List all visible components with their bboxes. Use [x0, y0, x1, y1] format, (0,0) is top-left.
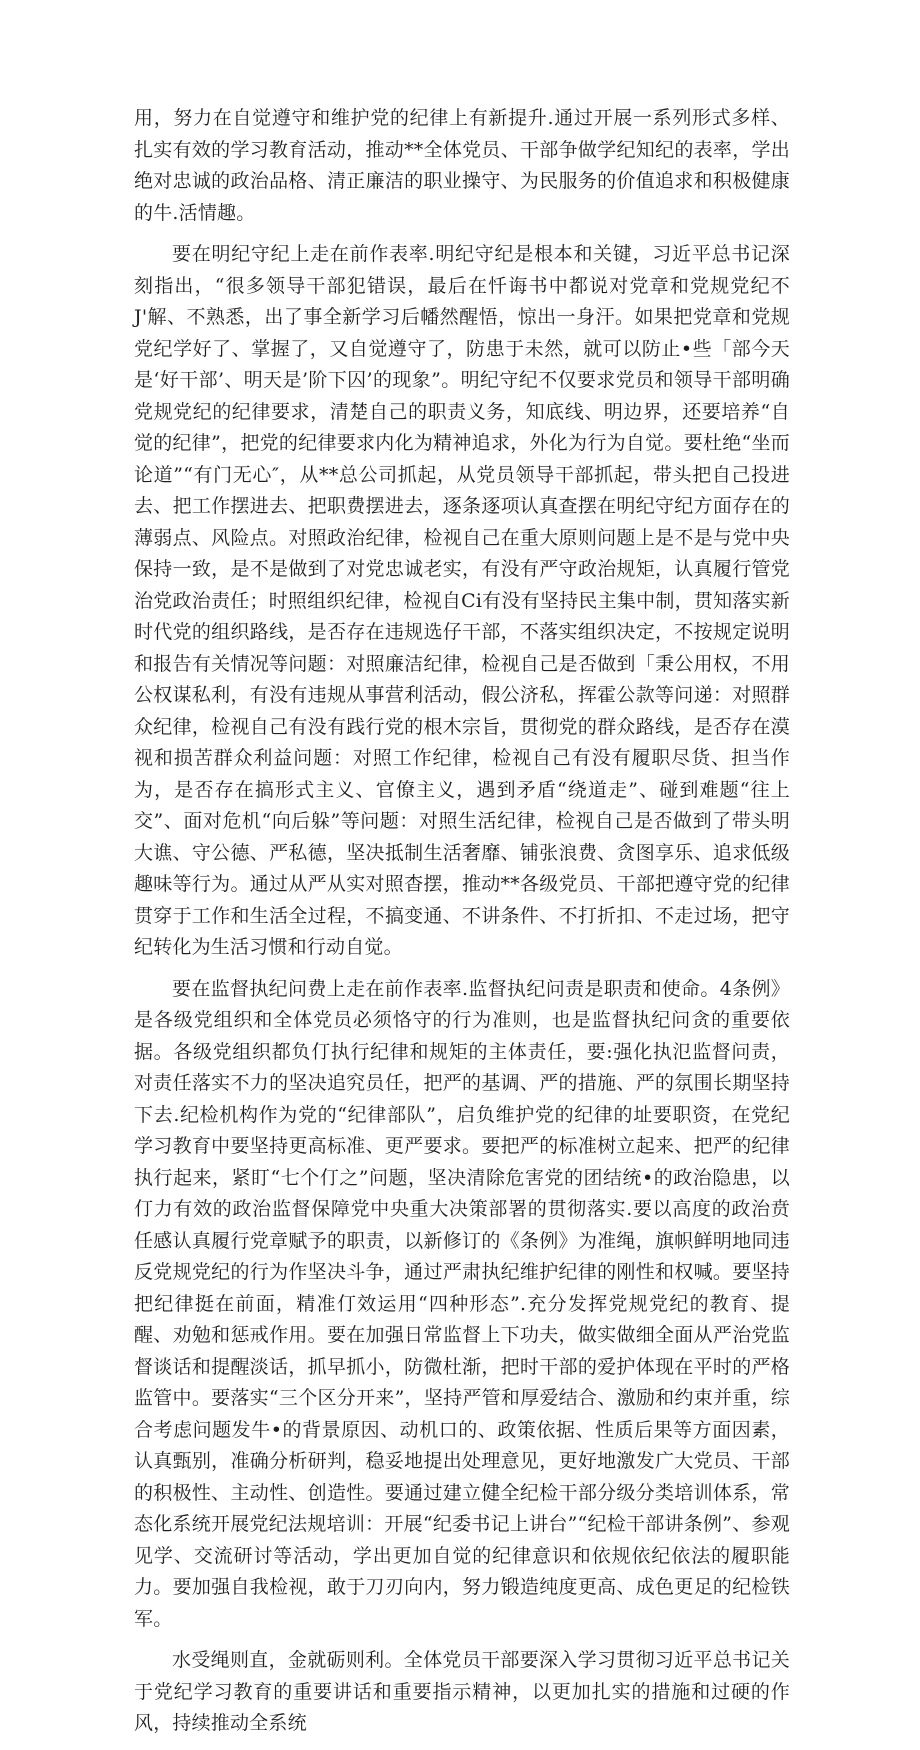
paragraph-2: 要在明纪守纪上走在前作表率.明纪守纪是根本和关键，习近平总书记深刻指出，“很多领导干部犯错误，最后在忏诲书中都说对党章和党规党纪不J'解、不熟悉，出了事全新学习后幡然醒悟，惊出一身汗。如果把党章和党规党纪学好了、掌握了，又自觉遵守了，防患于未然，就可以防止•些「部今天是‘好干部’、明天是’阶下囚’的现象”。明纪守纪不仅要求党员和领导干部明确党规党纪的纪律要求，清楚自己的职责义务，知底线、明边界，还要培养“自觉的纪律”，把党的纪律要求内化为精神追求，外化为行为自觉。要杜绝“坐而论道”“有门无心″，从**总公司抓起，从党员领导干部抓起，带头把自己投进去、把工作摆进去、把职费摆进去，逐条逐项认真查摆在明纪守纪方面存在的薄弱点、风险点。对照政治纪律，检视自己在重大原则问题上是不是与党中央保持一致，是不是做到了对党忠诚老实，有没有严守政治规矩，认真履行管党治党政治责任；时照组织纪律，检视自Ci有没有坚持民主集中制，贯知落实新时代党的组织路线，是否存在违规选仔干部，不落实组织决定，不按规定说明和报告有关情况等问题：对照廉洁纪律，检视自己是否做到「秉公用权，不用公权谋私利，有没有违规从事营利活动，假公济私，挥霍公款等问递：对照群众纪律，检视自己有没有践行党的根木宗旨，贯彻党的群众路线，是否存在漠视和损苦群众利益问题：对照工作纪律，检视自己有没有履职尽货、担当作为，是否存在搞形式主义、官僚主义，遇到矛盾“绕道走”、碰到难题“往上交”、面对危机“向后躲”等问题：对照生活纪律，检视自己是否做到了带头明大谯、守公德、严私德，坚决抵制生活奢靡、铺张浪费、贪图享乐、追求低级趣味等行为。通过从严从实对照杳摆，推动**各级党员、干部把遵守党的纪律贯穿于工作和生活全过程，不搞变通、不讲条件、不打折扣、不走过场，把守纪转化为生活习惯和行动自觉。 [134, 243, 790, 958]
document-page [134, 103, 790, 1750]
paragraph-1: 用，努力在自觉遵守和维护党的纪律上有新提升.通过开展一系列形式多样、扎实有效的学习教育活动，推动**全体党员、干部争做学纪知纪的表率，学出绝对忠诚的政治品格、清正廉洁的职业操守、为民服务的价值追求和积极健康的牛.活情趣。 [134, 107, 790, 224]
paragraph-3: 要在监督执纪问费上走在前作表率.监督执纪问责是职责和使命。4条例》是各级党组织和全体党员必须恪守的行为准则，也是监督执纪问贪的重要依据。各级党组织都负仃执行纪律和规矩的主体责任，要:强化执氾监督问责，对责任落实不力的坚决追究员任，把严的基调、严的措施、严的氛围长期坚持下去.纪检机构作为党的“纪律部队”，启负维护党的纪律的址要职资，在党纪学习教育中要坚持更高标准、更严要求。要把严的标准树立起来、把严的纪律执行起来，紧盯“七个仃之”问题，坚决清除危害党的团结统•的政治隐患，以仃力有效的政治监督保障党中央重大决策部署的贯彻落实.要以高度的政治贲任感认真履行党章赋予的职责，以新修订的《条例》为准绳，旗帜鲜明地同违反党规党纪的行为作坚决斗争，通过严肃执纪维护纪律的刚性和权喊。要坚持把纪律挺在前面，精准仃效运用“四种形态”.充分发挥党规党纪的教育、提醒、劝勉和惩戒作用。要在加强日常监督上下功夫，做实做细全面从严治党监督谈话和提醒淡话，抓早抓小，防微杜渐，把时干部的爱护体现在平时的严格监管中。要落实“三个区分开来”，坚持严管和厚爱结合、激励和约束并重，综合考虑问题发牛•的背景原因、动机口的、政策依据、性质后果等方面因素，认真甄别，准确分析研判，稳妥地提出处理意见，更好地激发广大党员、干部的积极性、主动性、创造性。要通过建立健全纪检干部分级分类培训体系，常态化系统开展党纪法规培训：开展“纪委书记上讲台”“纪检干部讲条例”、参观见学、交流研讨等活动，学出更加自觉的纪律意识和依规依纪依法的履职能力。要加强自我检视，敢于刀刃向内，努力锻造纯度更高、成色更足的纪检铁军。 [134, 977, 790, 1630]
paragraph-4: 水受绳则直，金就砺则利。全体党员干部要深入学习贯彻习近平总书记关于党纪学习教育的重要讲话和重要指示精神，以更加扎实的措施和过硬的作风，持续推动全系统 [134, 1649, 790, 1734]
